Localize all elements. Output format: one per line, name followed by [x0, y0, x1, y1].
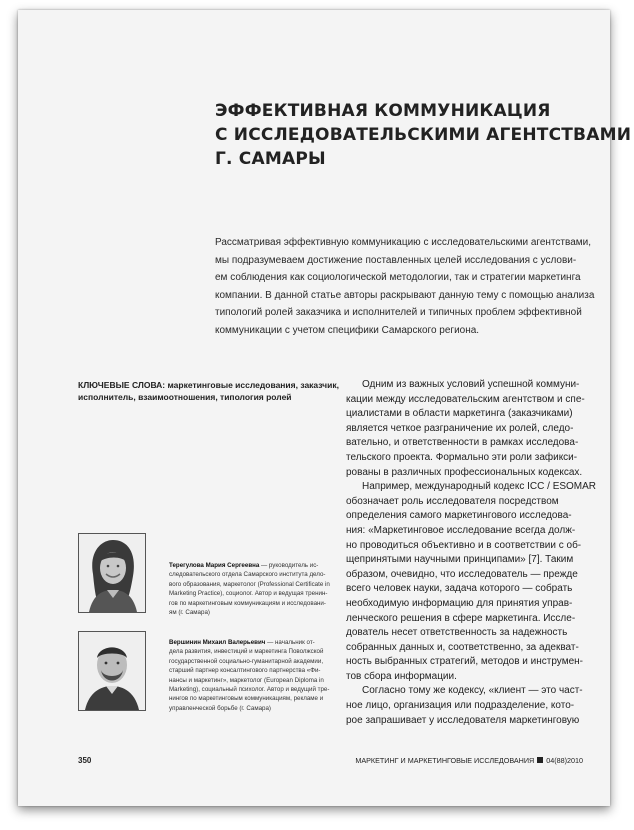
square-bullet-icon: [537, 757, 543, 763]
body-line: ния: «Маркетинговое исследование всегда долж-: [346, 524, 576, 536]
keywords-line: исполнитель, взаимоотношения, типология ролей: [78, 392, 292, 402]
body-line: необходимую информацию для принятия управ-: [346, 597, 573, 609]
abstract-line: Рассматривая эффективную коммуникацию с исследовательскими агентствами,: [215, 237, 591, 248]
body-line: рое запрашивает у исследователя маркетинговую: [346, 714, 580, 726]
body-line: щепринятыми научными принципами» [7]. Таким: [346, 554, 574, 566]
body-line: определения самого маркетингового исследова-: [346, 510, 572, 522]
journal-issue: 04(88)2010: [546, 756, 583, 765]
body-line: Согласно тому же кодексу, «клиент — это част-: [362, 685, 583, 697]
bio-line: ям (г. Самара): [169, 609, 210, 617]
journal-page: [18, 10, 632, 806]
article-body: [346, 378, 604, 728]
author-photo-vershinin: [78, 631, 146, 711]
body-line: Например, международный кодекс ICC / ESOMAR: [362, 481, 597, 493]
body-line: ность выбранных стратегий, методов и инструмен-: [346, 656, 583, 668]
body-line: всего человек науки, задача которого — собрать: [346, 583, 573, 595]
body-line: ленческого решения в сфере маркетинга. Иссле-: [346, 612, 576, 624]
journal-footer: [355, 756, 583, 765]
author-bio-teregulova: [169, 561, 331, 617]
bio-line: управленческой борьбе (г. Самара): [169, 704, 271, 712]
body-line: тельского проекта. Формально эти роли зафикси-: [346, 451, 578, 463]
author-name: Терегулова Мария Сергеевна: [169, 562, 260, 569]
bio-line: нингов по маркетинговым коммуникациям, рекламе и: [169, 695, 324, 703]
body-line: собранных данных и, соответственно, за адекват-: [346, 641, 579, 653]
bio-line: дела развития, инвестиций и маркетинга Поволжской: [169, 648, 324, 656]
author-name: Вершинин Михаил Валерьевич: [169, 639, 266, 646]
body-line: кации между исследовательским агентством и спе-: [346, 393, 585, 405]
bio-line: старший партнер консалтингового партнерства «Фи-: [169, 667, 321, 675]
bio-line: гов по маркетинговым коммуникациям и исследовани-: [169, 599, 326, 607]
body-line: тов сбора информации.: [346, 670, 457, 682]
man-portrait-icon: [79, 632, 145, 710]
bio-line: следовательского отдела Самарского института дело-: [169, 571, 326, 579]
bio-line: Marketing Practice), социолог. Автор и ведущая тренин-: [169, 590, 328, 598]
article-title: [215, 99, 632, 171]
title-line: С ИССЛЕДОВАТЕЛЬСКИМИ АГЕНТСТВАМИ: [215, 125, 632, 145]
bio-line: Marketing), социальный психолог. Автор и ведущий тре-: [169, 686, 330, 694]
journal-name: МАРКЕТИНГ И МАРКЕТИНГОВЫЕ ИССЛЕДОВАНИЯ: [355, 756, 535, 765]
title-line: Г. САМАРЫ: [215, 149, 326, 169]
body-line: образом, очевидно, что исследователь — прежде: [346, 568, 578, 580]
abstract-line: коммуникации с учетом специфики Самарского региона.: [215, 324, 480, 336]
bio-line: нансы и маркетинг», маркетолог (European Diploma in: [169, 676, 324, 684]
abstract-line: мы подразумеваем достижение поставленных целей исследования с услови-: [215, 254, 577, 266]
author-photo-teregulova: [78, 533, 146, 613]
body-line: дователь несет ответственность за надежность: [346, 627, 568, 639]
woman-portrait-icon: [79, 534, 145, 612]
bio-line: государственной социально-гуманитарной академии,: [169, 657, 324, 665]
bio-line: — начальник от-: [265, 639, 315, 646]
body-line: циалистами в области маркетинга (заказчиками): [346, 408, 573, 420]
author-bio-vershinin: [169, 638, 331, 713]
body-line: но проводиться объективно и в соответствии с об-: [346, 539, 582, 551]
body-line: Одним из важных условий успешной коммуни-: [362, 379, 580, 390]
body-line: обозначает роль исследователя посредством: [346, 495, 559, 507]
title-line: ЭФФЕКТИВНАЯ КОММУНИКАЦИЯ: [215, 101, 551, 121]
abstract-line: компании. В данной статье авторы раскрывают данную тему с помощью анализа: [215, 289, 595, 301]
body-line: вательно, и ответственности в рамках исследова-: [346, 437, 579, 449]
keywords-line: КЛЮЧЕВЫЕ СЛОВА: маркетинговые исследования, заказчик,: [78, 380, 339, 390]
bio-line: — руководитель ис-: [259, 562, 319, 569]
abstract-line: типологий ролей заказчика и исполнителей и типичных проблем эффективной: [215, 307, 582, 318]
page-number: 350: [78, 756, 92, 765]
body-line: ное лицо, организация или подразделение, кото-: [346, 700, 575, 712]
article-abstract: [215, 234, 597, 339]
body-line: является четкое разграничение их ролей, следо-: [346, 422, 574, 434]
bio-line: вого образования, маркетолог (Professional Certificate in: [169, 580, 330, 588]
abstract-line: ем соблюдения как социологической методологии, так и стратегии маркетинга: [215, 272, 581, 283]
body-line: рованы в различных профессиональных кодексах.: [346, 466, 583, 478]
keywords: [78, 379, 339, 403]
